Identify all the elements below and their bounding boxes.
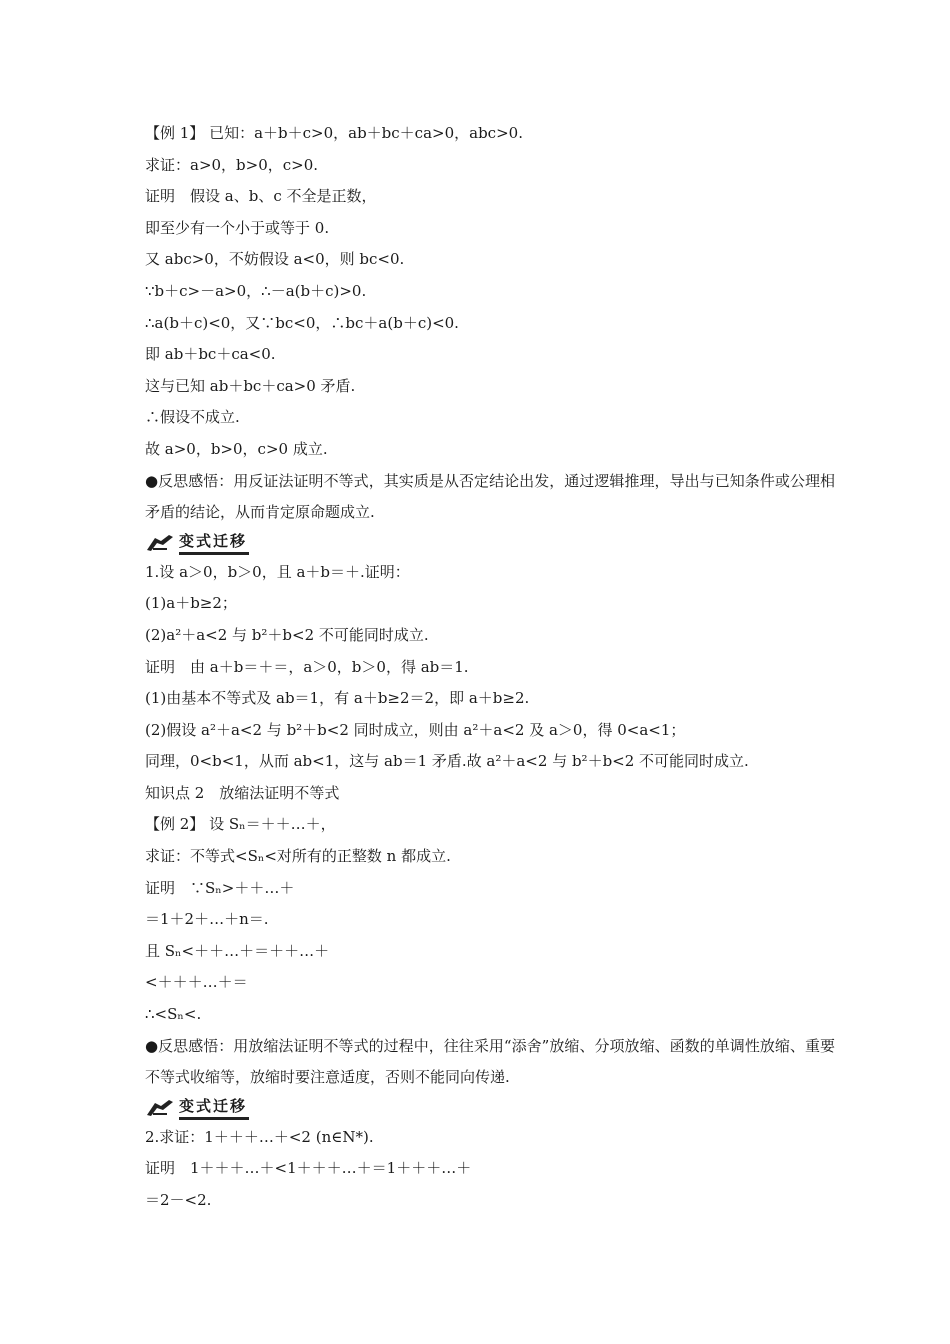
text-line: (1)a＋b≥2； bbox=[145, 594, 237, 613]
text-line: 1.设 a＞0，b＞0，且 a＋b＝＋.证明： bbox=[145, 562, 410, 581]
text-line: 且 Sₙ<＋＋…＋＝＋＋…＋ bbox=[145, 941, 330, 960]
text-line: 证明 由 a＋b＝＋＝，a＞0，b＞0，得 ab＝1. bbox=[145, 657, 469, 676]
text-line: 2.求证：1＋＋＋…＋<2 (n∈N*). bbox=[145, 1127, 374, 1146]
text-line: 证明 1＋＋＋…＋<1＋＋＋…＋＝1＋＋＋…＋ bbox=[145, 1159, 472, 1178]
text-line: ∵b＋c>－a>0，∴－a(b＋c)>0. bbox=[145, 281, 367, 300]
text-line: 即 ab＋bc＋ca<0. bbox=[145, 345, 276, 364]
text-line: 证明 假设 a、b、c 不全是正数， bbox=[145, 187, 377, 206]
text-line: 又 abc>0，不妨假设 a<0，则 bc<0. bbox=[145, 250, 405, 269]
text-line: 求证：a>0，b>0，c>0. bbox=[145, 155, 319, 174]
text-line: (1)由基本不等式及 ab＝1，有 a＋b≥2＝2，即 a＋b≥2. bbox=[145, 689, 530, 708]
text-line: 故 a>0，b>0，c>0 成立. bbox=[145, 439, 328, 458]
document-page bbox=[145, 118, 835, 1217]
text-line: <＋＋＋…＋＝ bbox=[145, 973, 248, 992]
text-line: ∴a(b＋c)<0，又∵bc<0，∴bc＋a(b＋c)<0. bbox=[145, 313, 459, 332]
text-line: 这与已知 ab＋bc＋ca>0 矛盾. bbox=[145, 376, 356, 395]
text-line: 求证：不等式<Sₙ<对所有的正整数 n 都成立. bbox=[145, 847, 451, 866]
variant-heading-label: 变式迁移 bbox=[179, 530, 249, 555]
text-line: 同理，0<b<1，从而 ab<1，这与 ab＝1 矛盾.故 a²＋a<2 与 b²＋b<2 不可能同时成立. bbox=[145, 752, 749, 771]
text-line: (2)假设 a²＋a<2 与 b²＋b<2 同时成立，则由 a²＋a<2 及 a＞0，得 0<a<1； bbox=[145, 720, 686, 739]
reflection-paragraph: ●反思感悟：用放缩法证明不等式的过程中，往往采用“添舍”放缩、分项放缩、函数的单调性放缩、重要不等式收缩等，放缩时要注意适度，否则不能同向传递. bbox=[145, 1036, 835, 1087]
section-title: 知识点 2 放缩法证明不等式 bbox=[145, 783, 340, 802]
text-line: 即至少有一个小于或等于 0. bbox=[145, 218, 330, 237]
text-line: 【例 1】 已知：a＋b＋c>0，ab＋bc＋ca>0，abc>0. bbox=[145, 124, 523, 142]
variant-heading bbox=[145, 1096, 835, 1120]
pen-icon bbox=[145, 1099, 175, 1117]
text-line: ＝2－<2. bbox=[145, 1191, 212, 1209]
text-line: (2)a²＋a<2 与 b²＋b<2 不可能同时成立. bbox=[145, 625, 429, 644]
text-line: ∴假设不成立. bbox=[145, 408, 240, 427]
variant-heading bbox=[145, 531, 835, 555]
pen-icon bbox=[145, 534, 175, 552]
variant-heading-label: 变式迁移 bbox=[179, 1095, 249, 1120]
text-line: 证明 ∵Sₙ>＋＋…＋ bbox=[145, 878, 295, 897]
text-line: ∴<Sₙ<. bbox=[145, 1005, 202, 1024]
text-line: 【例 2】 设 Sₙ＝＋＋…＋， bbox=[145, 815, 336, 834]
text-line: ＝1＋2＋…＋n＝. bbox=[145, 910, 269, 929]
reflection-paragraph: ●反思感悟：用反证法证明不等式，其实质是从否定结论出发，通过逻辑推理，导出与已知条件或公理相矛盾的结论，从而肯定原命题成立. bbox=[145, 471, 835, 522]
